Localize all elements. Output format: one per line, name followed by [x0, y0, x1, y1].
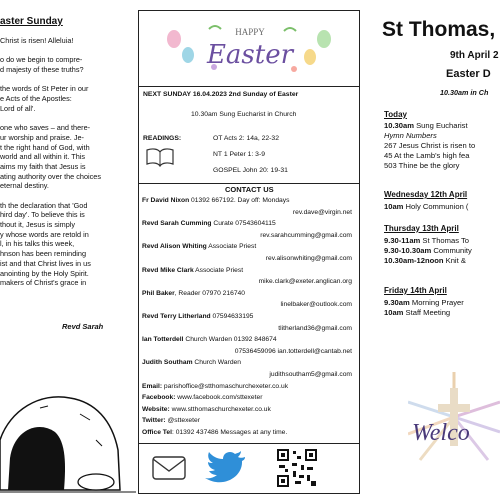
contact-line — [142, 334, 352, 346]
schedule-time: 9.30-11am — [384, 236, 421, 245]
body-line: d majesty of these truths? — [0, 65, 84, 75]
contact-line — [142, 241, 352, 253]
contact-line — [142, 207, 352, 219]
contact-detail: 07536459096 ian.totterdell@cantab.net — [234, 347, 352, 355]
today-line-lead: 267 Jesus Christ is risen to — [384, 141, 476, 150]
contact-name: Revd Alison Whiting — [142, 243, 207, 251]
contact-line — [142, 230, 352, 242]
contact-list — [142, 195, 352, 438]
contact-detail: judithsoutham5@gmail.com — [269, 370, 352, 378]
contact-line — [142, 323, 352, 335]
schedule-time: 10.30am-12noon — [384, 256, 444, 265]
empty-tomb-illustration — [0, 380, 136, 500]
schedule-detail: Knit & — [443, 256, 466, 265]
contact-line — [142, 381, 352, 393]
schedule-line — [384, 298, 464, 308]
friday-list — [384, 298, 464, 318]
contact-name: Revd Sarah Cumming — [142, 220, 212, 228]
happy-easter-banner — [154, 21, 346, 79]
contact-line — [142, 392, 352, 404]
left-heading: aster Sunday — [0, 16, 63, 27]
body-line — [0, 46, 101, 56]
svg-text:HAPPY: HAPPY — [235, 27, 265, 37]
contact-line — [142, 404, 352, 416]
bible-icon — [145, 146, 175, 168]
contact-line — [142, 311, 352, 323]
body-line: Christ is risen! Alleluia! — [0, 36, 74, 45]
body-line: hird day'. To believe this is — [0, 210, 85, 220]
body-line: t the right hand of God, with — [0, 142, 90, 152]
contact-name: Ian Totterdell — [142, 336, 184, 344]
body-line: Lord of all'. — [0, 103, 36, 113]
contact-detail: 01392 667192. Day off: Mondays — [189, 197, 290, 204]
today-line — [384, 121, 475, 131]
easter-day: Easter D — [446, 68, 491, 80]
readings-label: READINGS: — [143, 135, 182, 142]
contact-line — [142, 288, 352, 300]
contact-line — [142, 253, 352, 265]
schedule-detail: Staff Meeting — [403, 308, 451, 317]
body-line: anointing by the Holy Spirit. — [0, 268, 89, 278]
thursday-list — [384, 236, 472, 266]
schedule-line — [384, 256, 472, 266]
divider — [139, 183, 360, 184]
contact-line — [142, 427, 352, 439]
next-service: 10.30am Sung Eucharist in Church — [191, 111, 297, 118]
contact-detail: www.stthomaschurchexeter.co.uk — [169, 405, 271, 413]
schedule-time: 9.30am — [384, 298, 410, 307]
schedule-line — [384, 246, 472, 256]
welcome-text: Welco — [412, 420, 470, 446]
today-line-lead: 10.30am — [384, 121, 414, 130]
church-title: St Thomas, — [382, 18, 496, 41]
today-line — [384, 161, 475, 171]
body-line — [0, 75, 101, 85]
contact-detail: @sttexeter — [165, 417, 200, 425]
contact-line — [142, 265, 352, 277]
body-line: aims my faith that Jesus is — [0, 161, 86, 171]
contact-detail: rev.dave@virgin.net — [292, 208, 352, 216]
contact-detail: Associate Priest — [206, 243, 257, 251]
today-list — [384, 121, 475, 171]
church-time: 10.30am in Ch — [440, 88, 489, 97]
today-line-lead: Hymn Numbers — [384, 131, 437, 140]
middle-panel — [138, 10, 360, 494]
body-line: th the declaration that 'God — [0, 200, 88, 210]
service-date: 9th April 2 — [450, 50, 499, 61]
body-line: o do we begin to compre- — [0, 55, 83, 65]
contact-line — [142, 299, 352, 311]
body-line: l, in his talks this week, — [0, 239, 75, 249]
contact-detail: : 01392 437486 Messages at any time. — [171, 428, 288, 436]
contact-detail: www.facebook.com/sttexeter — [175, 394, 263, 402]
body-line: ur worship and praise. Je- — [0, 132, 84, 142]
contact-name: Fr David Nixon — [142, 197, 190, 204]
body-line: thout it, Jesus is simply — [0, 220, 76, 230]
contact-line — [142, 218, 352, 230]
schedule-detail: Holy Communion ( — [403, 202, 469, 211]
reading-nt: NT 1 Peter 1: 3-9 — [213, 151, 266, 158]
contact-name: Revd Terry Litherland — [142, 312, 211, 320]
body-line: world and all within it. This — [0, 152, 86, 162]
schedule-line — [384, 308, 464, 318]
body-line: makers of Christ's grace in — [0, 278, 87, 288]
contact-name: Office Tel — [142, 428, 172, 436]
easter-logo-text: Easter — [206, 40, 294, 70]
schedule-line — [384, 236, 472, 246]
right-column — [378, 0, 500, 500]
friday-heading: Friday 14th April — [384, 286, 447, 295]
reading-gospel: GOSPEL John 20: 19-31 — [213, 167, 288, 174]
contact-detail: rev.alisonwhiting@gmail.com — [265, 254, 352, 262]
schedule-time: 9.30-10.30am — [384, 246, 432, 255]
divider — [139, 443, 360, 444]
body-line: e Acts of the Apostles: — [0, 94, 72, 104]
schedule-detail: Community — [431, 246, 472, 255]
body-line: ist and that Christ lives in us — [0, 258, 91, 268]
qr-code[interactable] — [275, 447, 319, 489]
wednesday-list — [384, 202, 468, 212]
divider — [139, 86, 360, 87]
contact-name: Revd Mike Clark — [142, 266, 194, 274]
body-line: hnson has been reminding — [0, 249, 87, 259]
schedule-time: 10am — [384, 202, 404, 211]
today-line-detail: Sung Eucharist — [413, 121, 468, 130]
contact-heading: CONTACT US — [225, 185, 274, 194]
contact-name: Phil Baker — [142, 289, 175, 297]
today-line — [384, 131, 475, 141]
contact-name: Facebook: — [142, 394, 176, 402]
contact-name: Website: — [142, 405, 170, 413]
contact-detail: tlitherland36@gmail.com — [278, 324, 352, 332]
contact-line — [142, 346, 352, 358]
body-line: y whose words are retold in — [0, 229, 89, 239]
left-column — [0, 0, 136, 500]
body-line — [0, 191, 101, 201]
contact-detail: Associate Priest — [193, 266, 244, 274]
contact-detail: 07594633195 — [210, 312, 254, 320]
thursday-heading: Thursday 13th April — [384, 224, 459, 233]
contact-line — [142, 357, 352, 369]
today-line-lead: 503 Thine be the glory — [384, 161, 460, 170]
contact-line — [142, 369, 352, 381]
contact-detail: parishoffice@stthomaschurchexeter.co.uk — [162, 382, 289, 390]
today-line-lead: 45 At the Lamb's high fea — [384, 151, 470, 160]
wednesday-heading: Wednesday 12th April — [384, 190, 468, 199]
email-icon — [149, 451, 189, 485]
reading-ot: OT Acts 2: 14a, 22-32 — [213, 135, 279, 142]
left-body-text — [0, 36, 101, 288]
schedule-detail: St Thomas To — [420, 236, 469, 245]
today-line — [384, 141, 475, 151]
body-line: the words of St Peter in our — [0, 84, 89, 94]
contact-detail: Church Warden — [192, 359, 241, 367]
today-heading: Today — [384, 110, 407, 119]
contact-line — [142, 276, 352, 288]
schedule-time: 10am — [384, 308, 404, 317]
schedule-line — [384, 202, 468, 212]
contact-detail: linelbaker@outlook.com — [280, 301, 352, 309]
body-line — [0, 114, 101, 124]
signature: Revd Sarah — [62, 322, 104, 331]
contact-detail: rev.sarahcumming@gmail.com — [260, 231, 352, 239]
schedule-detail: Morning Prayer — [409, 298, 464, 307]
contact-detail: Curate 07543604115 — [211, 220, 276, 228]
contact-detail: Church Warden 01392 848674 — [183, 336, 277, 344]
twitter-icon — [205, 449, 249, 487]
contact-line — [142, 415, 352, 427]
contact-name: Twitter: — [142, 417, 166, 425]
contact-line — [142, 195, 352, 207]
today-line — [384, 151, 475, 161]
contact-name: Judith Southam — [142, 359, 193, 367]
body-line: eternal destiny. — [0, 181, 49, 191]
body-line: one who saves – and there- — [0, 123, 91, 133]
contact-detail: mike.clark@exeter.anglican.org — [258, 278, 352, 286]
body-line: ating authority over the choices — [0, 171, 101, 181]
contact-detail: , Reader 07970 216740 — [174, 289, 245, 297]
next-sunday: NEXT SUNDAY 16.04.2023 2nd Sunday of Easter — [143, 91, 299, 98]
contact-name: Email: — [142, 382, 163, 390]
welcome-cross-illustration — [408, 372, 500, 462]
